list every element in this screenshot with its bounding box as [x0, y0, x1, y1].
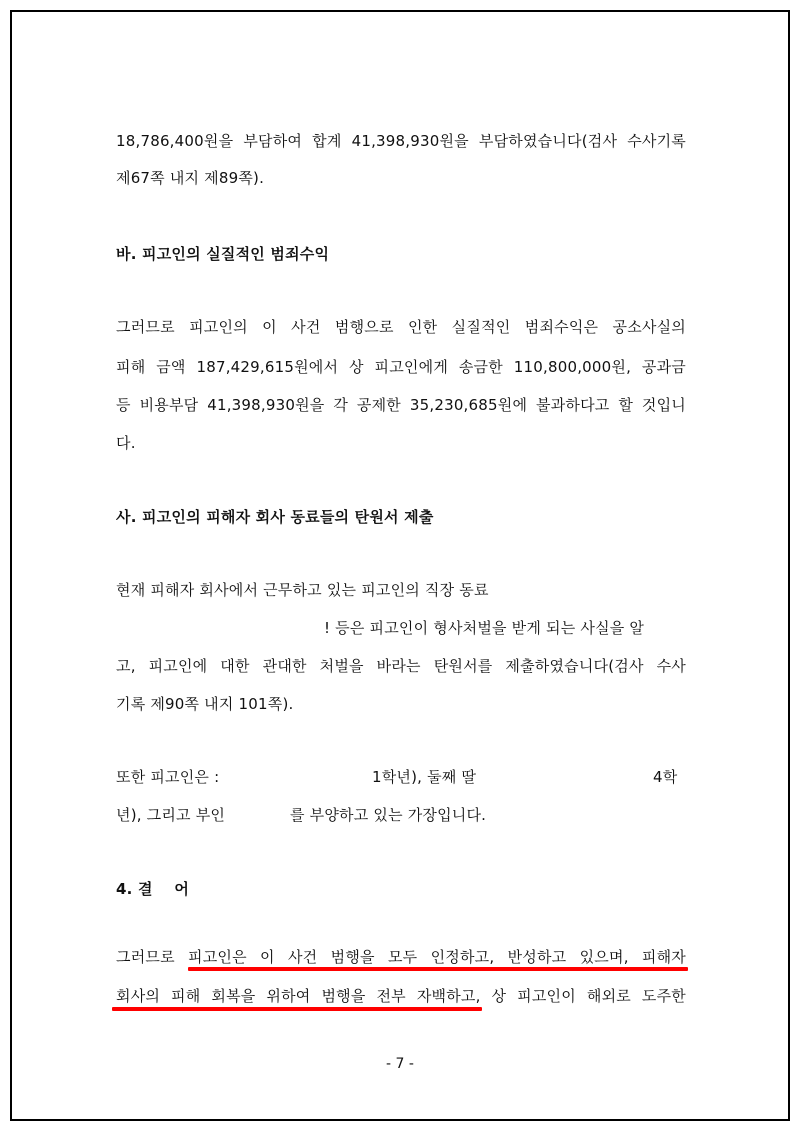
text-fragment: 를 부양하고 있는 가장입니다.: [290, 806, 487, 824]
text-line: 등 비용부담 41,398,930원을 각 공제한 35,230,685원에 불과하다고 할 것입니: [116, 396, 686, 414]
text-line: 기록 제90쪽 내지 101쪽).: [116, 695, 294, 713]
text-fragment: 1학년), 둘째 딸: [372, 768, 477, 786]
red-underline: [112, 1007, 482, 1011]
text-line: 고, 피고인에 대한 관대한 처벌을 바라는 탄원서를 제출하였습니다(검사 수사: [116, 657, 686, 675]
text-line: ! 등은 피고인이 형사처벌을 받게 되는 사실을 알: [324, 619, 645, 637]
section-heading-conclusion: 4. 결 어: [116, 880, 190, 898]
text-fragment: 4학: [653, 768, 678, 786]
text-fragment: 년), 그리고 부인: [116, 806, 226, 824]
text-line: 회사의 피해 회복을 위하여 범행을 전부 자백하고, 상 피고인이 해외로 도주한: [116, 987, 686, 1005]
text-line: 제67쪽 내지 제89쪽).: [116, 169, 265, 187]
red-underline: [188, 967, 688, 971]
text-line: 그러므로 피고인의 이 사건 범행으로 인한 실질적인 범죄수익은 공소사실의: [116, 318, 686, 336]
text-line: 피해 금액 187,429,615원에서 상 피고인에게 송금한 110,800,000원, 공과금: [116, 358, 686, 376]
text-line: 다.: [116, 434, 136, 452]
text-line: 18,786,400원을 부담하여 합계 41,398,930원을 부담하였습니다(검사 수사기록: [116, 132, 686, 150]
section-heading-ba: 바. 피고인의 실질적인 범죄수익: [116, 245, 330, 263]
section-heading-sa: 사. 피고인의 피해자 회사 동료들의 탄원서 제출: [116, 508, 434, 526]
text-fragment: 또한 피고인은 :: [116, 768, 220, 786]
text-line: 현재 피해자 회사에서 근무하고 있는 피고인의 직장 동료: [116, 581, 489, 599]
page-number: - 7 -: [386, 1056, 414, 1072]
text-line: 그러므로 피고인은 이 사건 범행을 모두 인정하고, 반성하고 있으며, 피해자: [116, 948, 686, 966]
